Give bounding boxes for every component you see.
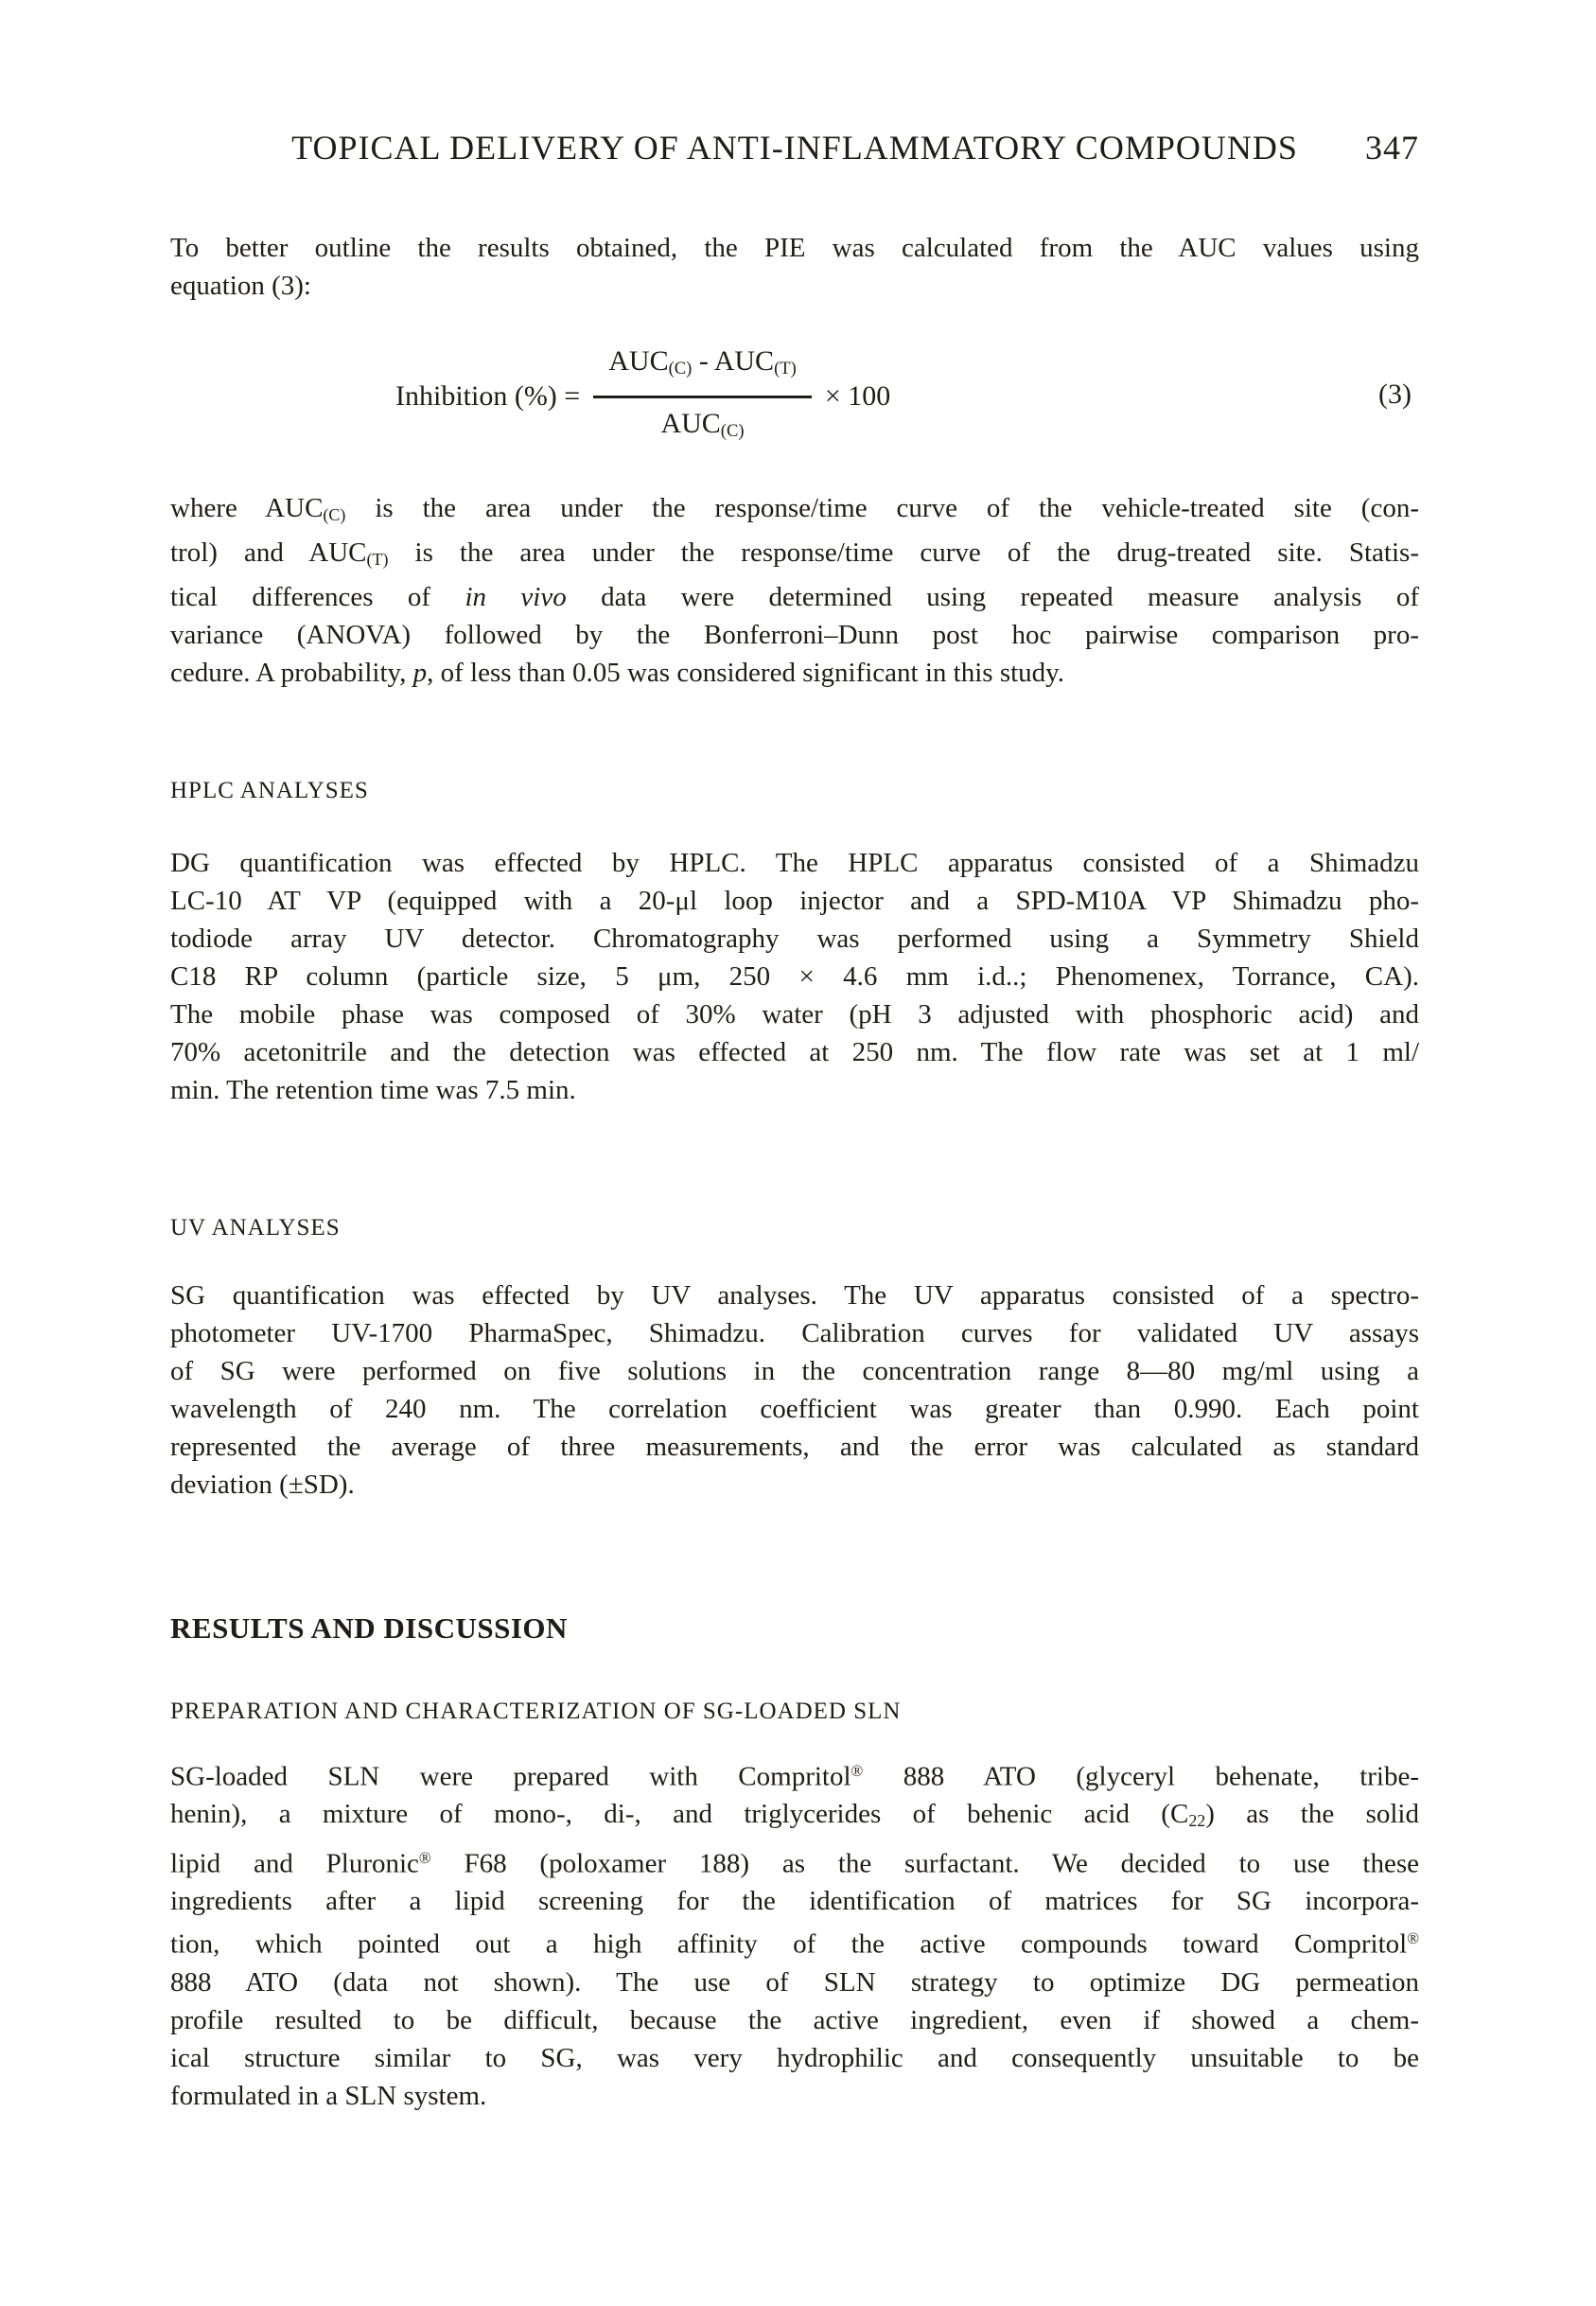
- paragraph-sg-loaded-sln: [170, 1752, 1419, 2115]
- running-header-title: TOPICAL DELIVERY OF ANTI-INFLAMMATORY COMPOUNDS: [291, 129, 1298, 167]
- text-line: min. The retention time was 7.5 min.: [170, 1075, 576, 1105]
- text-line: cedure. A probability, p, of less than 0.05 was considered significant in this study.: [170, 657, 1065, 688]
- text-line: photometer UV-1700 PharmaSpec, Shimadzu. Calibration curves for validated UV assays: [170, 1318, 1419, 1348]
- paragraph-uv: [170, 1276, 1419, 1504]
- text-line: SG quantification was effected by UV analyses. The UV apparatus consisted of a spectro-: [170, 1280, 1419, 1311]
- equation-multiplier: × 100: [824, 380, 891, 413]
- text-line: tion, which pointed out a high affinity of the active compounds toward Compritol®: [170, 1928, 1419, 1960]
- text-line: ical structure similar to SG, was very hydrophilic and consequently unsuitable to be: [170, 2042, 1419, 2073]
- text-line: deviation (±SD).: [170, 1470, 355, 1500]
- equation-numerator: AUC(C) - AUC(T): [593, 343, 812, 398]
- heading-preparation-characterization: PREPARATION AND CHARACTERIZATION OF SG-LOADED SLN: [170, 1699, 902, 1724]
- text-line: equation (3):: [170, 271, 311, 301]
- paragraph-hplc: [170, 844, 1419, 1109]
- heading-uv-analyses: UV ANALYSES: [170, 1215, 341, 1241]
- text-line: tical differences of in vivo data were determined using repeated measure analysis of: [170, 581, 1419, 612]
- text-line: profile resulted to be difficult, because the active ingredient, even if showed a chem-: [170, 2004, 1419, 2035]
- heading-results-discussion: RESULTS AND DISCUSSION: [170, 1611, 568, 1645]
- text-line: wavelength of 240 nm. The correlation coefficient was greater than 0.990. Each point: [170, 1394, 1419, 1424]
- page-number: 347: [1365, 129, 1419, 167]
- text-line: trol) and AUC(T) is the area under the response/time curve of the drug-treated site. Statis-: [170, 537, 1419, 569]
- equation-lhs: Inhibition (%) =: [395, 380, 581, 413]
- text-line: 70% acetonitrile and the detection was effected at 250 nm. The flow rate was set at 1 ml/: [170, 1037, 1419, 1067]
- text-line: lipid and Pluronic® F68 (poloxamer 188) as the surfactant. We decided to use these: [170, 1848, 1419, 1879]
- text-line: henin), a mixture of mono-, di-, and triglycerides of behenic acid (C22) as the solid: [170, 1799, 1419, 1831]
- text-line: LC-10 AT VP (equipped with a 20-μl loop injector and a SPD-M10A VP Shimadzu pho-: [170, 886, 1419, 916]
- paragraph-intro: [170, 229, 1419, 305]
- text-line: SG-loaded SLN were prepared with Compritol® 888 ATO (glyceryl behenate, tribe-: [170, 1761, 1419, 1792]
- text-line: To better outline the results obtained, the PIE was calculated from the AUC values using: [170, 233, 1419, 263]
- heading-hplc-analyses: HPLC ANALYSES: [170, 778, 369, 803]
- text-line: where AUC(C) is the area under the response/time curve of the vehicle-treated site (con-: [170, 493, 1419, 524]
- equation-fraction: [593, 343, 812, 450]
- text-line: variance (ANOVA) followed by the Bonferroni–Dunn post hoc pairwise comparison pro-: [170, 619, 1419, 650]
- text-line: of SG were performed on five solutions in the concentration range 8—80 mg/ml using a: [170, 1356, 1419, 1386]
- text-line: formulated in a SLN system.: [170, 2080, 487, 2111]
- equation-number: (3): [1378, 378, 1412, 410]
- text-line: ingredients after a lipid screening for the identification of matrices for SG incorpora-: [170, 1886, 1419, 1917]
- paragraph-where: [170, 489, 1419, 692]
- running-header: [170, 128, 1419, 169]
- text-line: todiode array UV detector. Chromatography was performed using a Symmetry Shield: [170, 924, 1419, 954]
- text-line: 888 ATO (data not shown). The use of SLN strategy to optimize DG permeation: [170, 1966, 1419, 1998]
- equation-denominator: AUC(C): [660, 408, 745, 442]
- text-line: represented the average of three measurements, and the error was calculated as standard: [170, 1432, 1419, 1462]
- text-line: DG quantification was effected by HPLC. The HPLC apparatus consisted of a Shimadzu: [170, 848, 1419, 878]
- text-line: C18 RP column (particle size, 5 μm, 250 × 4.6 mm i.d..; Phenomenex, Torrance, CA).: [170, 961, 1419, 992]
- equation-body: [395, 343, 890, 450]
- text-line: The mobile phase was composed of 30% water (pH 3 adjusted with phosphoric acid) and: [170, 999, 1419, 1030]
- equation-3: [170, 343, 1419, 456]
